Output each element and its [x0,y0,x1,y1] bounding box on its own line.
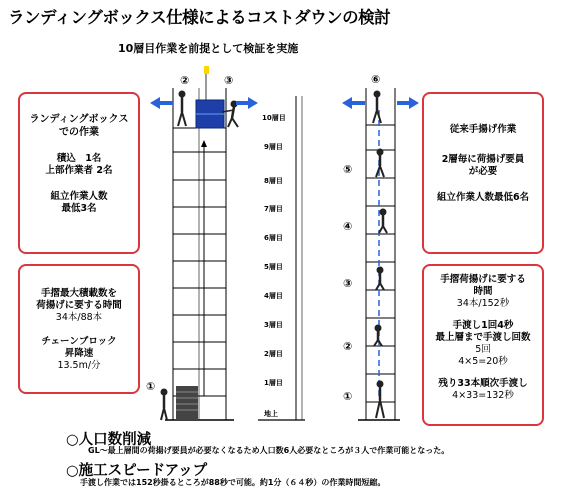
info-line: 時間 [473,286,493,297]
summary-heading-1: ○人口数削減 [66,432,152,448]
info-line: 組立作業人数 [50,191,108,202]
info-line: 積込 1名 [56,153,102,164]
info-line: 4×33=132秒 [452,390,514,401]
floor-label: 9層目 [264,143,283,151]
info-line: 34本/152秒 [456,298,510,309]
info-line: 上部作業者 2名 [45,165,113,176]
info-line: での作業 [59,126,99,138]
worker-icon [376,149,384,177]
info-line: 残り33本順次手渡し [438,378,528,389]
worker-icon [178,91,186,126]
summary-text-1: GL～最上層間の荷揚げ要員が必要なくなるため人口数6人必要なところが３人で作業可能となった。 [88,446,450,455]
info-line: 従来手揚げ作業 [449,124,517,135]
page-title: ランディングボックス仕様によるコストダウンの検討 [8,8,391,27]
summary-heading-2: ○施工スピードアップ [66,463,208,479]
marker-5: ⑤ [343,163,353,176]
arrow-right-icon [397,97,419,109]
info-line: 5回 [475,344,491,355]
info-line: 最上層まで手渡し回数 [435,332,531,343]
floor-label: 7層目 [264,205,283,213]
info-line: 手渡し1回4秒 [452,320,514,331]
info-line: 手摺最大積載数を [40,288,117,299]
summary-text-2: 手渡し作業では152秒掛るところが88秒で可能。約1分（６４秒）の作業時間短縮。 [80,478,386,487]
info-line: 最低3名 [61,203,97,214]
arrow-right-icon [236,97,258,109]
marker-6: ⑥ [371,73,381,86]
floor-label: 2層目 [264,350,283,358]
marker-2: ② [180,74,190,87]
info-line: 荷揚げに要する時間 [36,300,122,311]
page-subtitle: 10層目作業を前提として検証を実施 [118,42,299,55]
info-line: 2層毎に荷揚げ要員 [441,154,525,165]
arrow-left-icon [342,97,365,109]
worker-icon [376,267,384,290]
info-line: チェーンブロック [41,336,117,347]
floor-label: 5層目 [264,263,283,271]
marker-3: ③ [343,277,353,290]
worker-icon [374,325,382,346]
worker-icon [376,381,384,418]
info-line: が必要 [468,166,498,177]
hoist-arrow-head [201,140,207,147]
marker-4: ④ [343,220,353,233]
worker-icon [373,91,381,123]
info-line: 組立作業人数最低6名 [436,192,530,203]
worker-icon [379,209,387,233]
material-stack-icon [176,386,198,420]
info-line: 昇降速 [64,348,94,359]
marker-2: ② [343,340,353,353]
hook-icon [204,66,209,74]
floor-label: 3層目 [264,321,283,329]
arrow-left-icon [150,97,173,109]
floor-label: 地上 [264,410,278,418]
marker-1: ① [343,390,353,403]
floor-label: 4層目 [264,292,283,300]
info-line: 手摺荷揚げに要する [440,274,526,285]
info-line: 4×5=20秒 [458,356,508,367]
floor-label: 6層目 [264,234,283,242]
landing-box-scaffold [165,88,234,420]
floor-label: 10層目 [262,114,286,122]
marker-3: ③ [224,74,234,87]
info-line: ランディングボックス [29,114,129,125]
floor-label: 1層目 [264,379,283,387]
worker-icon [161,389,167,420]
marker-1: ① [146,380,156,393]
floor-label: 8層目 [264,177,283,185]
info-line: 13.5m/分 [57,360,101,371]
info-line: 34本/88本 [55,312,103,323]
